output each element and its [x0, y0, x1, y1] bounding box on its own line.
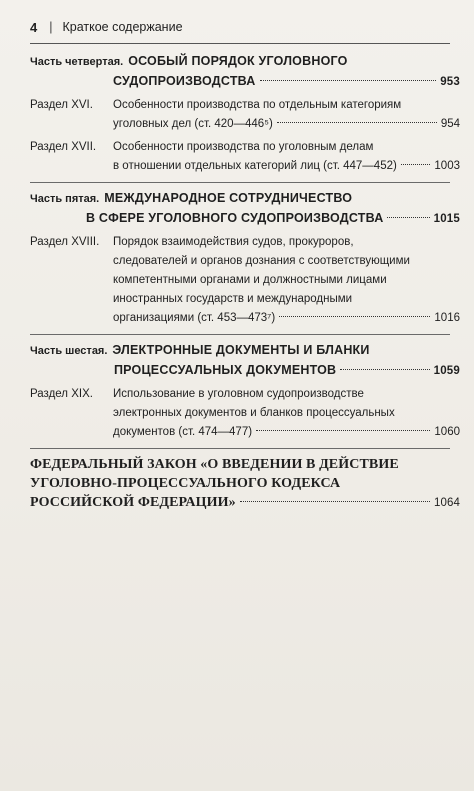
federal-law-title: УГОЛОВНО-ПРОЦЕССУАЛЬНОГО КОДЕКСА — [30, 476, 341, 491]
leader-dots — [256, 430, 430, 431]
divider — [30, 182, 450, 183]
table-of-contents — [30, 52, 460, 513]
toc-part-5 — [30, 189, 460, 328]
section-text: Порядок взаимодействия судов, прокуроров, — [113, 236, 354, 248]
leader-dots — [279, 316, 430, 317]
section-text: документов (ст. 474—477) — [113, 426, 253, 438]
section-text: электронных документов и бланков процессуальных — [113, 407, 395, 419]
part-label: Часть шестая. — [30, 345, 108, 357]
section-text: Особенности производства по отдельным категориям — [113, 99, 402, 111]
section-text: Использование в уголовном судопроизводстве — [113, 388, 364, 400]
section-label: Раздел XIX. — [30, 388, 93, 400]
part-title-cont: ПРОЦЕССУАЛЬНЫХ ДОКУМЕНТОВ — [114, 363, 337, 377]
federal-law-title: ФЕДЕРАЛЬНЫЙ ЗАКОН «О ВВЕДЕНИИ В ДЕЙСТВИЕ — [30, 457, 399, 472]
leader-dots — [240, 501, 430, 502]
part-label: Часть четвертая. — [30, 56, 124, 68]
page-ref: 1015 — [433, 213, 460, 225]
header-separator: | — [49, 20, 53, 34]
page-ref: 1003 — [434, 160, 460, 172]
divider — [30, 334, 450, 335]
toc-section-xviii — [30, 233, 460, 328]
leader-dots — [340, 369, 429, 370]
part-label: Часть пятая. — [30, 193, 100, 205]
page-ref: 1059 — [433, 365, 460, 377]
part-title: МЕЖДУНАРОДНОЕ СОТРУДНИЧЕСТВО — [104, 191, 353, 205]
section-text: Особенности производства по уголовным делам — [113, 141, 374, 153]
page-ref: 954 — [440, 118, 460, 130]
part-title: ОСОБЫЙ ПОРЯДОК УГОЛОВНОГО — [128, 54, 348, 68]
section-label: Раздел XVI. — [30, 99, 93, 111]
section-text: компетентными органами и должностными лицами — [113, 274, 387, 286]
federal-law-title: РОССИЙСКОЙ ФЕДЕРАЦИИ» — [30, 495, 236, 510]
page-ref: 1016 — [434, 312, 460, 324]
page-ref: 953 — [440, 76, 460, 88]
toc-federal-law — [30, 455, 460, 513]
toc-section-xvii — [30, 138, 460, 176]
section-label: Раздел XVII. — [30, 141, 97, 153]
section-text: организациями (ст. 453—473⁷) — [113, 312, 276, 324]
page-number: 4 — [30, 19, 38, 35]
section-text: следователей и органов дознания с соответствующими — [113, 255, 410, 267]
leader-dots — [277, 122, 437, 123]
page-ref: 1064 — [434, 497, 460, 509]
part-title-cont: В СФЕРЕ УГОЛОВНОГО СУДОПРОИЗВОДСТВА — [86, 211, 384, 225]
header-rule — [30, 43, 450, 44]
section-text: иностранных государств и международными — [113, 293, 353, 305]
leader-dots — [401, 164, 431, 165]
section-text: в отношении отдельных категорий лиц (ст. 447—452) — [113, 160, 397, 172]
section-text: уголовных дел (ст. 420—446⁵) — [113, 118, 273, 130]
header-title: Краткое содержание — [62, 20, 183, 34]
running-header — [30, 18, 183, 36]
part-title-cont: СУДОПРОИЗВОДСТВА — [113, 74, 256, 88]
toc-section-xix — [30, 385, 460, 442]
section-label: Раздел XVIII. — [30, 236, 100, 248]
toc-part-4 — [30, 52, 460, 176]
leader-dots — [387, 217, 429, 218]
part-title: ЭЛЕКТРОННЫЕ ДОКУМЕНТЫ И БЛАНКИ — [112, 343, 370, 357]
toc-part-6 — [30, 341, 460, 442]
toc-section-xvi — [30, 96, 460, 134]
divider — [30, 448, 450, 449]
page-ref: 1060 — [434, 426, 460, 438]
leader-dots — [260, 80, 437, 81]
